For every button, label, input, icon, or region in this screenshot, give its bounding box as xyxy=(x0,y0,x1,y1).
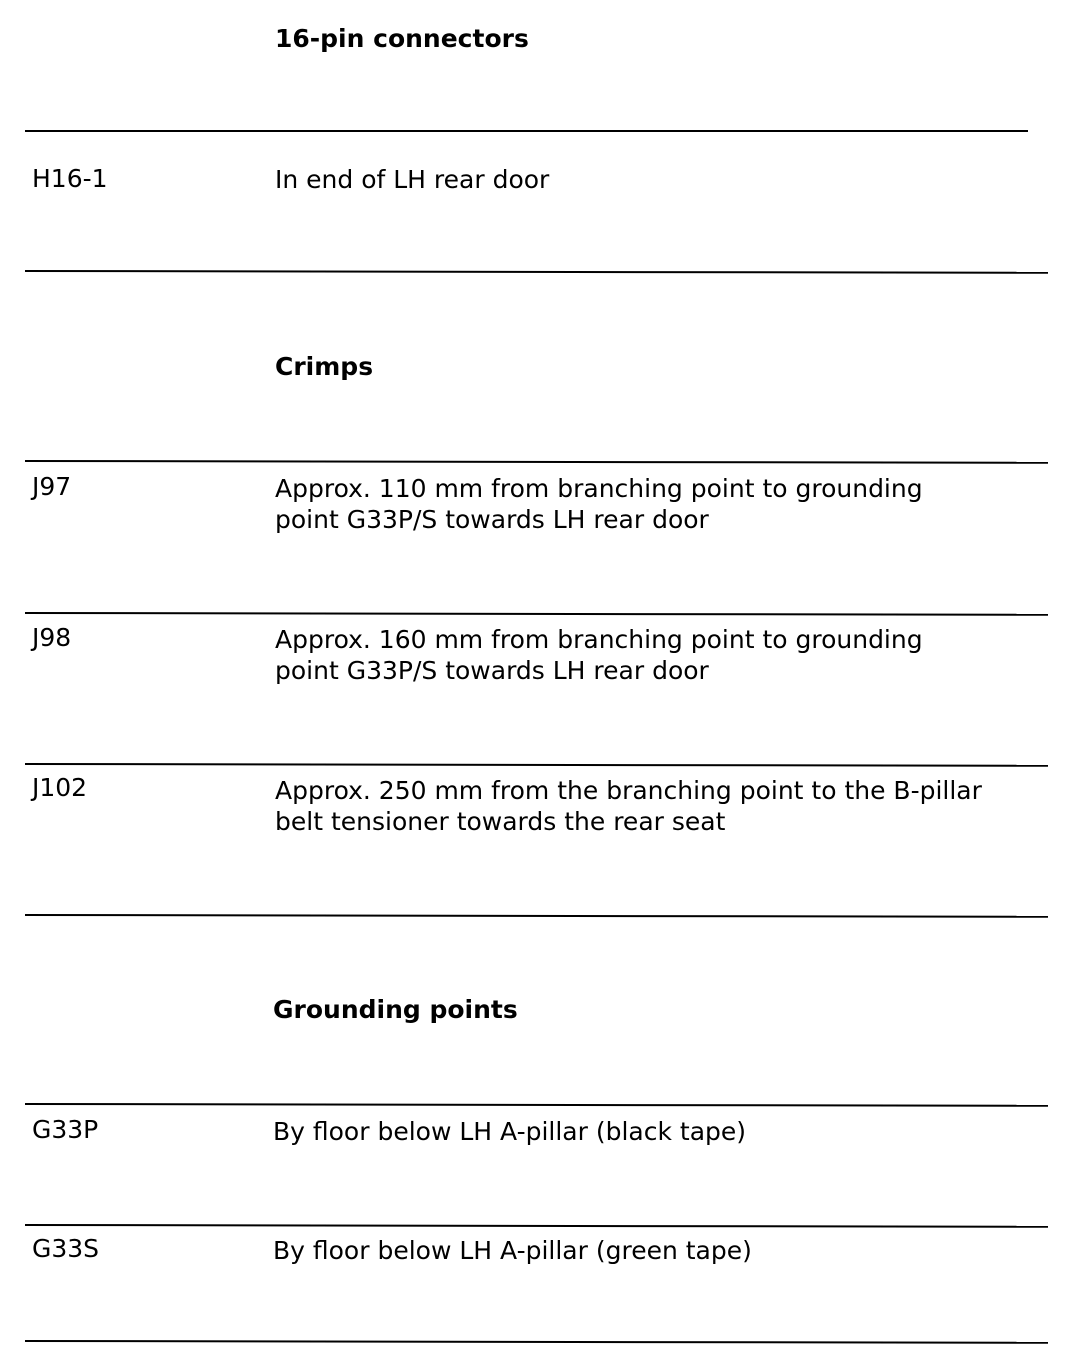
entry-description: By floor below LH A-pillar (black tape) xyxy=(273,1117,747,1146)
divider xyxy=(25,914,1048,918)
divider xyxy=(25,1224,1048,1228)
entry-code: J102 xyxy=(32,773,88,802)
divider xyxy=(25,270,1048,274)
entry-description: Approx. 160 mm from branching point to grounding point G33P/S towards LH rear door xyxy=(275,625,923,685)
section-heading-grounding-points: Grounding points xyxy=(273,995,518,1024)
entry-description: By floor below LH A-pillar (green tape) xyxy=(273,1236,752,1265)
entry-code: H16-1 xyxy=(32,164,108,193)
divider xyxy=(25,612,1048,616)
divider xyxy=(25,763,1048,767)
entry-code: G33S xyxy=(32,1234,100,1263)
divider xyxy=(25,460,1048,464)
entry-code: J97 xyxy=(32,472,72,501)
entry-code: J98 xyxy=(32,623,72,652)
section-heading-16-pin-connectors: 16-pin connectors xyxy=(275,24,529,53)
entry-description: In end of LH rear door xyxy=(275,165,550,194)
divider xyxy=(25,130,1028,132)
divider xyxy=(25,1103,1048,1107)
entry-description: Approx. 110 mm from branching point to grounding point G33P/S towards LH rear door xyxy=(275,474,923,534)
divider xyxy=(25,1340,1048,1344)
entry-description: Approx. 250 mm from the branching point to the B-pillar belt tensioner towards the rear seat xyxy=(275,776,982,836)
section-heading-crimps: Crimps xyxy=(275,352,374,381)
entry-code: G33P xyxy=(32,1115,99,1144)
